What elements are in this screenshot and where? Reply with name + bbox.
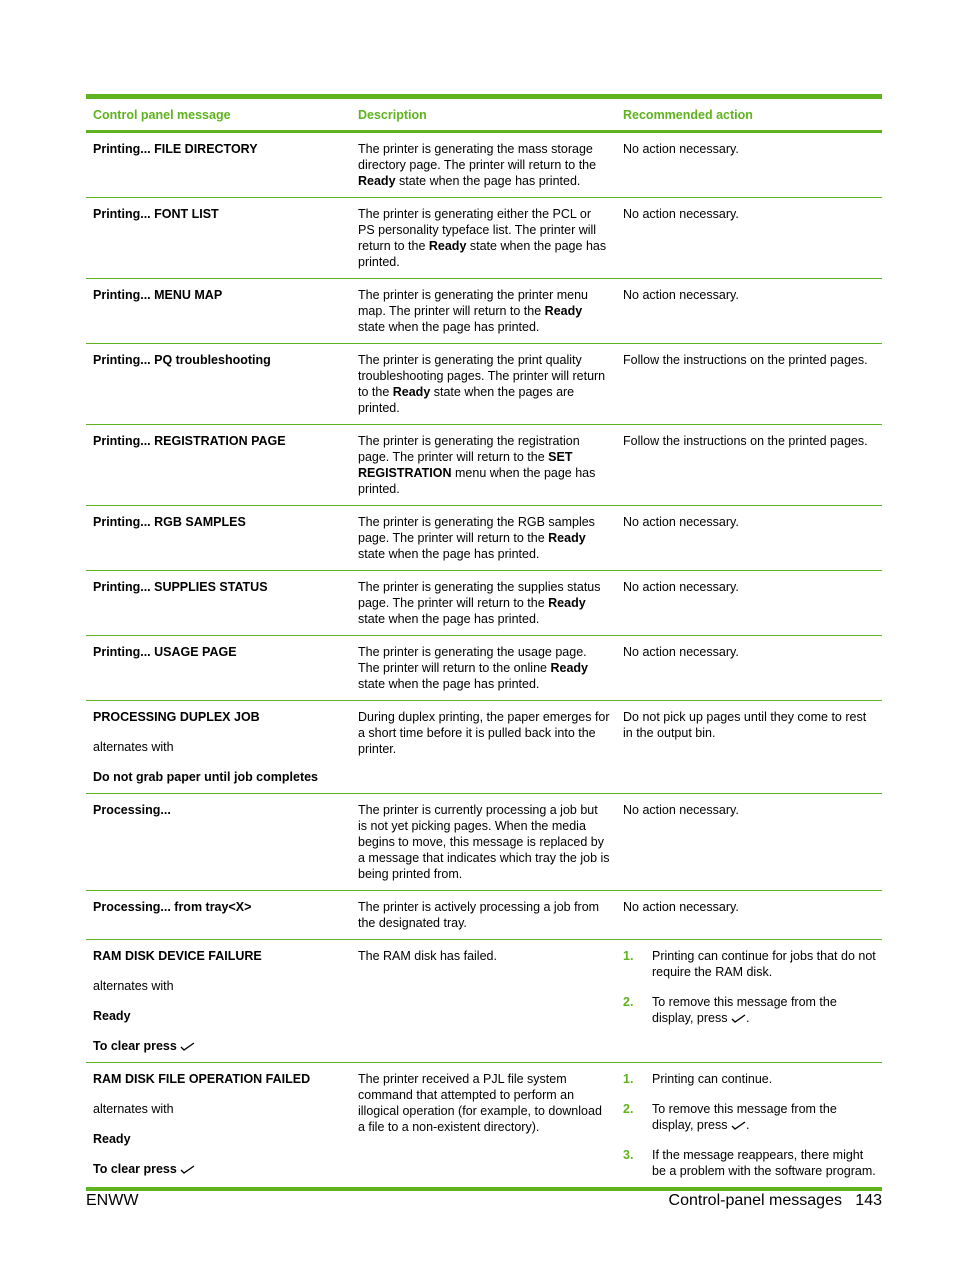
footer-left: ENWW [86,1192,139,1209]
row-message: Printing... MENU MAP [93,288,223,302]
row-action: No action necessary. [623,207,739,221]
list-item: 1. Printing can continue for jobs that do not require the RAM disk. [623,949,876,979]
row-description: The printer is generating the mass storage directory page. The printer will return to the Ready state when the page has printed. [358,142,597,188]
table-row [86,133,882,198]
row-description: The RAM disk has failed. [358,949,497,963]
message-primary: RAM DISK DEVICE FAILURE [93,949,262,963]
row-message: Printing... FILE DIRECTORY [93,142,258,156]
action-steps [623,948,876,1026]
header-action: Recommended action [623,107,753,122]
row-message: Printing... FONT LIST [93,207,219,221]
clear-instruction: To clear press [93,1038,345,1054]
table-row [86,344,882,425]
row-description: The printer received a PJL file system command that attempted to perform an illogical operation (for example, to download a file to a non-existent directory). [358,1072,602,1134]
checkmark-icon [731,1014,746,1023]
row-message: Printing... REGISTRATION PAGE [93,434,286,448]
row-action: No action necessary. [623,645,739,659]
table-row [86,794,882,891]
row-action: No action necessary. [623,288,739,302]
row-message: Printing... SUPPLIES STATUS [93,580,268,594]
table-row [86,891,882,940]
row-message: Printing... USAGE PAGE [93,645,237,659]
alternates-text: alternates with [93,740,174,754]
row-message [86,1063,351,1187]
row-action: No action necessary. [623,142,739,156]
row-action [616,940,882,1062]
page-footer [86,1192,882,1214]
message-primary: PROCESSING DUPLEX JOB [93,710,260,724]
list-item: 2. To remove this message from the display, press . [623,995,837,1025]
row-action: No action necessary. [623,580,739,594]
message-table [86,94,882,1191]
row-description: The printer is actively processing a job from the designated tray. [358,900,600,930]
table-row [86,571,882,636]
checkmark-icon [180,1165,195,1174]
alternates-text: alternates with [93,979,174,993]
table-row [86,198,882,279]
row-description: The printer is generating either the PCL or PS personality typeface list. The printer will return to the Ready state when the page has printed. [358,207,607,269]
action-steps [623,1071,876,1179]
row-description: The printer is generating the print quality troubleshooting pages. The printer will return to the Ready state when the pages are printed. [358,353,606,415]
message-alternate: Ready [93,1132,131,1146]
header-message: Control panel message [93,107,231,122]
table-row [86,506,882,571]
row-description: During duplex printing, the paper emerges for a short time before it is pulled back into the printer. [358,710,610,756]
table-row [86,425,882,506]
list-item: 3. If the message reappears, there might be a problem with the software program. [623,1148,876,1178]
message-alternate: Ready [93,1009,131,1023]
checkmark-icon [180,1042,195,1051]
row-action: Follow the instructions on the printed pages. [623,434,868,448]
table-row [86,279,882,344]
message-primary: RAM DISK FILE OPERATION FAILED [93,1072,311,1086]
list-item: 1. Printing can continue. [623,1072,773,1086]
row-description: The printer is currently processing a job but is not yet picking pages. When the media begins to move, this message is replaced by a message that indicates which tray the job is being printed from. [358,803,610,881]
row-message [86,940,351,1062]
row-action: Follow the instructions on the printed pages. [623,353,868,367]
row-action: Do not pick up pages until they come to rest in the output bin. [623,710,867,740]
row-action [616,1063,882,1187]
row-action: No action necessary. [623,515,739,529]
row-message: Printing... PQ troubleshooting [93,353,271,367]
row-message: Processing... [93,803,171,817]
list-item: 2. To remove this message from the display, press . [623,1102,837,1132]
clear-instruction: To clear press [93,1161,345,1177]
row-message: Printing... RGB SAMPLES [93,515,246,529]
row-description: The printer is generating the usage page. The printer will return to the online Ready state when the page has printed. [358,645,588,691]
header-description: Description [358,107,427,122]
table-row [86,940,882,1063]
row-description: The printer is generating the supplies status page. The printer will return to the Ready state when the page has printed. [358,580,601,626]
row-description: The printer is generating the RGB samples page. The printer will return to the Ready state when the page has printed. [358,515,595,561]
alternates-text: alternates with [93,1102,174,1116]
table-row [86,701,882,794]
message-alternate: Do not grab paper until job completes [93,770,319,784]
row-description: The printer is generating the printer menu map. The printer will return to the Ready state when the page has printed. [358,288,588,334]
table-header [86,99,882,130]
footer-right: Control-panel messages 143 [668,1192,882,1209]
row-description: The printer is generating the registration page. The printer will return to the SET REGISTRATION menu when the page has printed. [358,434,596,496]
row-action: No action necessary. [623,803,739,817]
checkmark-icon [731,1121,746,1130]
table-row [86,636,882,701]
row-action: No action necessary. [623,900,739,914]
table-row [86,1063,882,1191]
row-message [86,701,351,793]
row-message: Processing... from tray<X> [93,900,252,914]
